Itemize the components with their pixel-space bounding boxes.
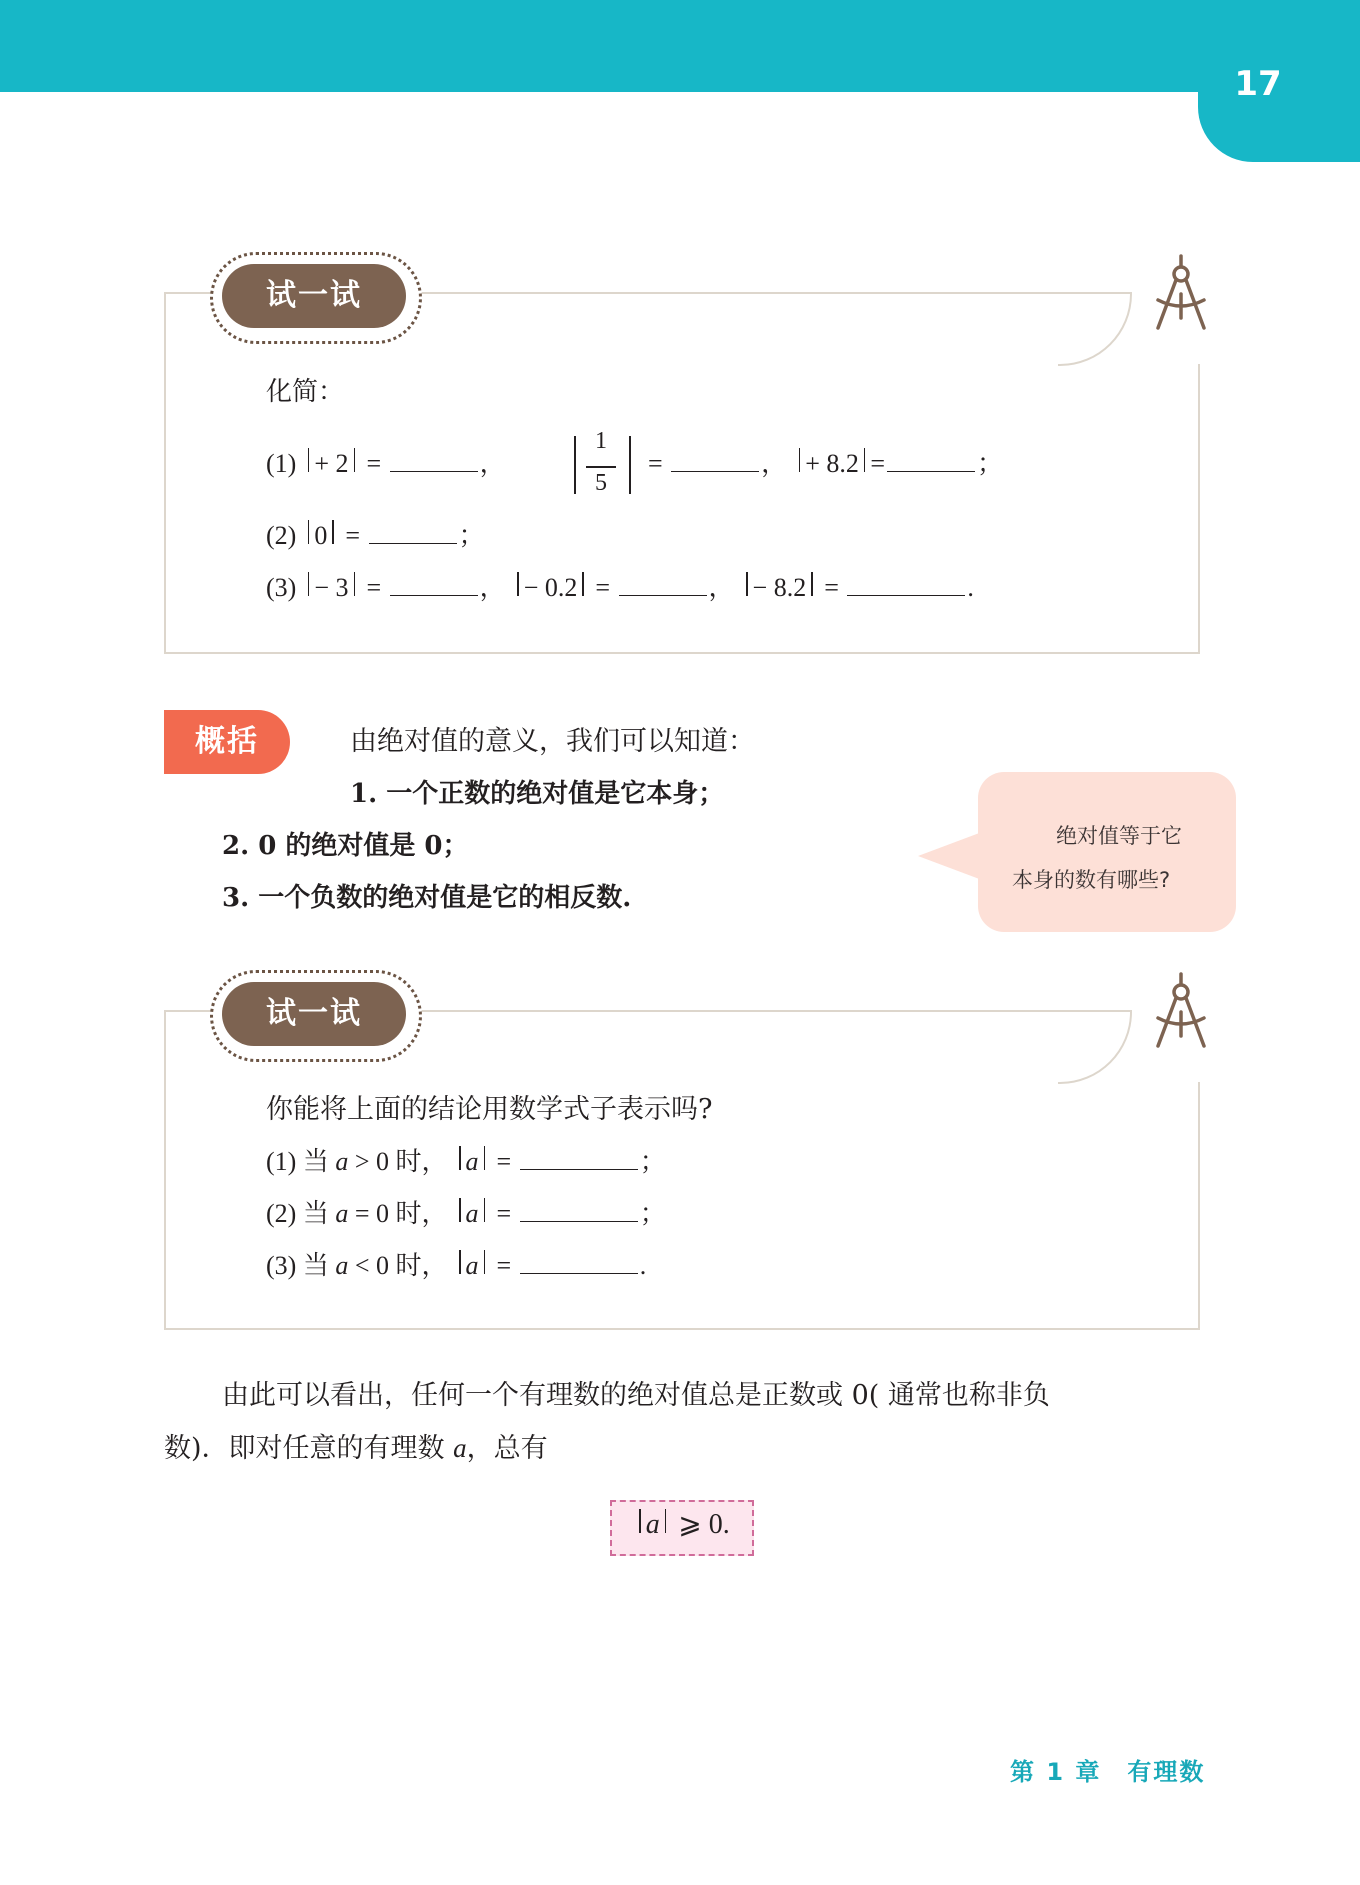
bubble-line-1: 绝对值等于它 xyxy=(1056,824,1182,848)
zero-text: 0 时， xyxy=(376,1147,448,1176)
try1-right-border xyxy=(1198,364,1200,652)
fraction-line xyxy=(586,466,616,468)
equals: = xyxy=(496,1251,512,1280)
equals: = xyxy=(595,573,611,602)
answer-blank[interactable] xyxy=(520,1247,638,1274)
variable: a xyxy=(465,1199,479,1228)
expr: − 8.2 xyxy=(752,573,807,602)
operator: > xyxy=(354,1147,370,1176)
summary-item-2: 2. 0 的绝对值是 0； xyxy=(222,831,469,861)
abs-bar xyxy=(484,1250,486,1274)
row-number: (2) xyxy=(266,521,297,550)
try2-row-1 xyxy=(266,1142,666,1182)
abs-bar xyxy=(574,436,576,494)
abs-bar xyxy=(799,448,801,472)
bubble-line-2: 本身的数有哪些? xyxy=(1012,868,1171,892)
try1-corner xyxy=(1058,292,1132,366)
try2-right-border xyxy=(1198,1082,1200,1328)
row-number: (1) xyxy=(266,1147,297,1176)
variable: a xyxy=(465,1251,479,1280)
try1-row2 xyxy=(266,516,485,556)
key-formula xyxy=(610,1505,754,1545)
variable: a xyxy=(335,1147,349,1176)
formula-rest: ⩾ 0. xyxy=(678,1509,730,1540)
zero-text: 0 时， xyxy=(376,1251,448,1280)
abs-bar xyxy=(629,436,631,494)
answer-blank[interactable] xyxy=(887,445,975,472)
semicolon: ； xyxy=(977,449,1004,478)
try1-row1-right xyxy=(648,444,1003,484)
try1-intro: 化简： xyxy=(266,377,345,407)
summary-item-3: 3. 一个负数的绝对值是它的相反数. xyxy=(222,883,632,913)
answer-blank[interactable] xyxy=(671,445,759,472)
semicolon: ； xyxy=(458,521,485,550)
answer-blank[interactable] xyxy=(520,1143,638,1170)
answer-blank[interactable] xyxy=(520,1195,638,1222)
equals: = xyxy=(366,573,382,602)
expr: + 8.2 xyxy=(805,449,859,478)
try1-row1-left xyxy=(266,444,506,484)
page-number: 17 xyxy=(1234,64,1282,104)
summary-intro: 由绝对值的意义，我们可以知道： xyxy=(350,726,755,757)
answer-blank[interactable] xyxy=(390,569,478,596)
try1-left-border xyxy=(164,292,166,652)
abs-bar xyxy=(484,1146,486,1170)
try2-left-border xyxy=(164,1010,166,1328)
expr: − 0.2 xyxy=(523,573,578,602)
comma: ， xyxy=(761,449,788,478)
abs-bar xyxy=(517,572,519,596)
abs-bar xyxy=(864,448,866,472)
row-number: (2) xyxy=(266,1199,297,1228)
chapter-footer: 第 1 章 有理数 xyxy=(1010,1758,1206,1786)
summary-label: 概括 xyxy=(164,710,290,774)
comma: ， xyxy=(708,573,735,602)
row-number: (1) xyxy=(266,449,297,478)
semicolon: ； xyxy=(639,1147,666,1176)
try2-badge: 试一试 xyxy=(222,982,406,1046)
variable: a xyxy=(645,1509,660,1540)
operator: < xyxy=(354,1251,370,1280)
try2-corner xyxy=(1058,1010,1132,1084)
variable: a xyxy=(465,1147,479,1176)
header-bar xyxy=(0,0,1360,92)
speech-bubble xyxy=(978,772,1236,932)
when-text: 当 xyxy=(302,1147,329,1176)
abs-bar xyxy=(308,448,310,472)
try1-badge: 试一试 xyxy=(222,264,406,328)
abs-bar xyxy=(582,572,584,596)
semicolon: ； xyxy=(639,1199,666,1228)
abs-bar xyxy=(354,448,356,472)
conclusion-line-2 xyxy=(164,1428,548,1469)
try2-intro: 你能将上面的结论用数学式子表示吗? xyxy=(266,1094,713,1125)
speech-bubble-tail xyxy=(918,832,982,880)
equals: = xyxy=(496,1199,512,1228)
equals: = xyxy=(824,573,839,602)
period: . xyxy=(967,573,974,602)
equals: = xyxy=(870,449,886,478)
try1-row3 xyxy=(266,568,974,608)
conclusion-line-1: 由此可以看出，任何一个有理数的绝对值总是正数或 0( 通常也称非负 xyxy=(222,1380,1050,1411)
abs-bar xyxy=(459,1146,461,1170)
answer-blank[interactable] xyxy=(390,445,478,472)
abs-bar xyxy=(308,520,310,544)
try2-row-3 xyxy=(266,1246,646,1286)
when-text: 当 xyxy=(302,1199,329,1228)
answer-blank[interactable] xyxy=(619,569,707,596)
expr: − 3 xyxy=(314,573,349,602)
abs-bar xyxy=(639,1509,641,1533)
abs-bar xyxy=(332,520,334,544)
comma: ， xyxy=(479,573,506,602)
expr: + 2 xyxy=(314,449,349,478)
answer-blank[interactable] xyxy=(847,569,965,596)
abs-bar xyxy=(665,1509,667,1533)
abs-bar xyxy=(308,572,310,596)
conclusion-text: 数)．即对任意的有理数 xyxy=(164,1433,445,1464)
answer-blank[interactable] xyxy=(369,517,457,544)
fraction-denominator: 5 xyxy=(595,470,607,496)
when-text: 当 xyxy=(302,1251,329,1280)
try2-bottom-border xyxy=(164,1328,1200,1330)
expr: 0 xyxy=(314,521,328,550)
abs-bar xyxy=(354,572,356,596)
abs-bar xyxy=(811,572,813,596)
variable: a xyxy=(335,1251,349,1280)
row-number: (3) xyxy=(266,1251,297,1280)
zero-text: 0 时， xyxy=(376,1199,448,1228)
try1-bottom-border xyxy=(164,652,1200,654)
row-number: (3) xyxy=(266,573,297,602)
operator: = xyxy=(354,1199,370,1228)
variable: a xyxy=(453,1433,467,1463)
compass-icon xyxy=(1150,972,1212,1052)
equals: = xyxy=(366,449,382,478)
abs-bar xyxy=(746,572,748,596)
abs-bar xyxy=(459,1250,461,1274)
summary-item-1: 1. 一个正数的绝对值是它本身； xyxy=(350,779,725,809)
compass-icon xyxy=(1150,254,1212,334)
try2-row-2 xyxy=(266,1194,666,1234)
equals: = xyxy=(648,449,663,478)
abs-bar xyxy=(459,1198,461,1222)
equals: = xyxy=(345,521,360,550)
variable: a xyxy=(335,1199,349,1228)
fraction-numerator: 1 xyxy=(595,428,607,454)
comma: ， xyxy=(479,449,506,478)
abs-bar xyxy=(484,1198,486,1222)
period: . xyxy=(639,1251,647,1280)
equals: = xyxy=(496,1147,512,1176)
conclusion-text: ，总有 xyxy=(466,1433,548,1464)
